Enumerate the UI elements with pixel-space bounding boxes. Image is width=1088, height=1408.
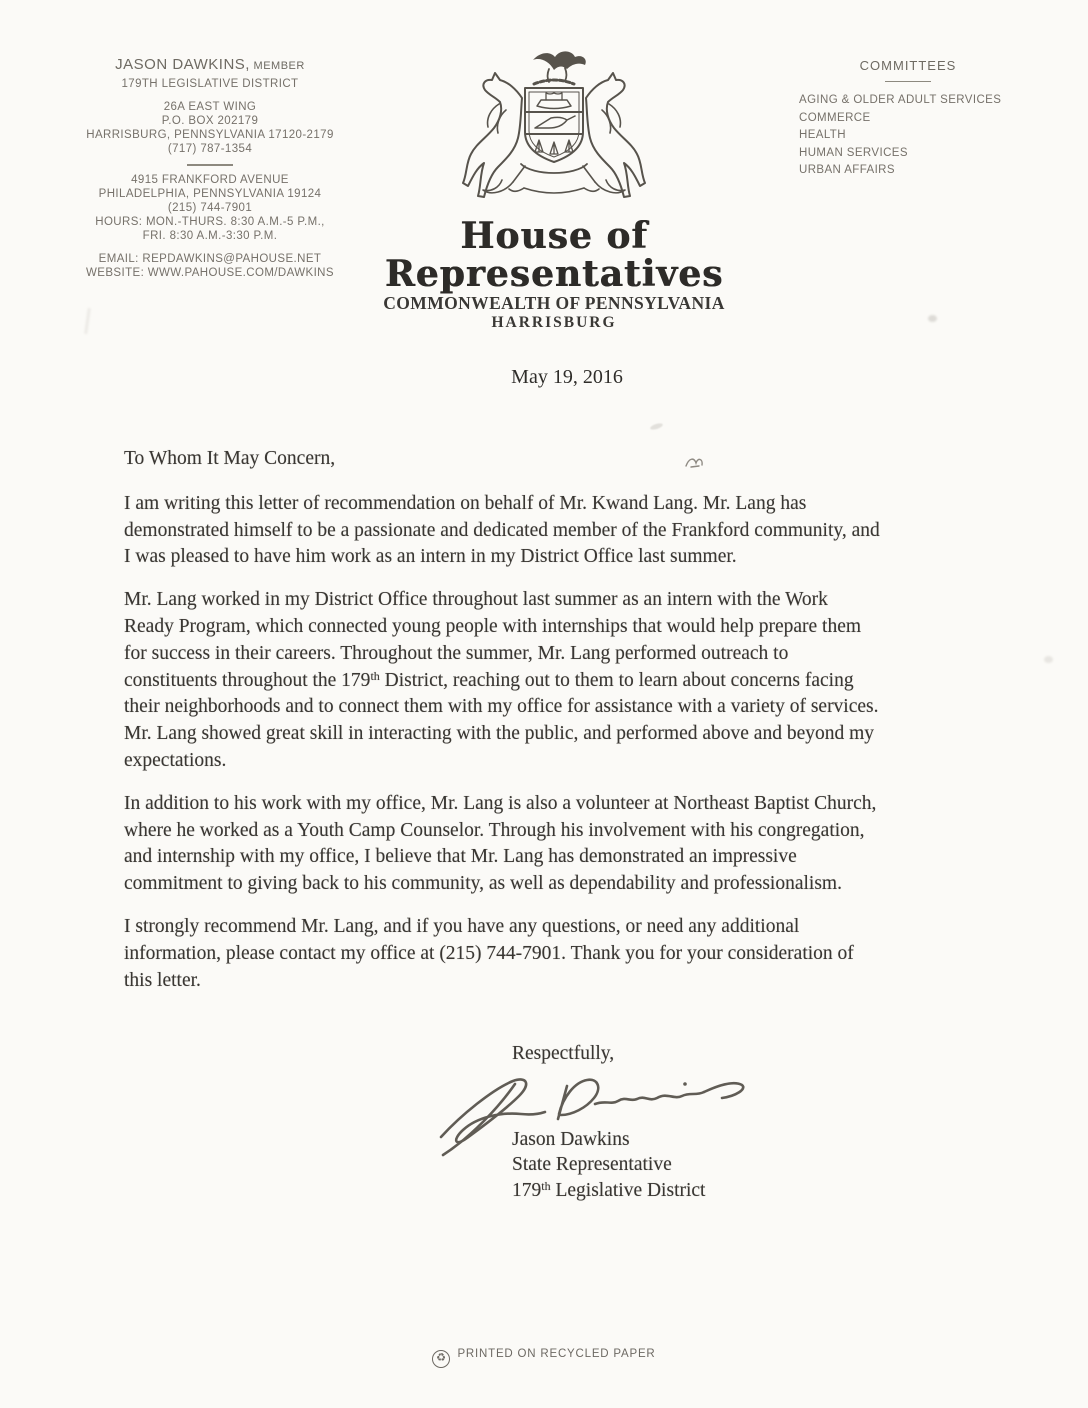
divider (187, 164, 233, 166)
recycle-icon: ♻ (432, 1350, 450, 1368)
body-line (124, 668, 984, 695)
committee-item: HEALTH (799, 129, 846, 142)
scan-spot-artifact (650, 422, 664, 431)
body-line: this letter. (124, 969, 201, 991)
signer-district (512, 1178, 705, 1204)
signer-name: Jason Dawkins (512, 1128, 630, 1150)
member-name (58, 56, 362, 75)
paragraph-4 (124, 914, 984, 994)
district-text: Legislative District (550, 1179, 706, 1201)
salutation: To Whom It May Concern, (124, 448, 336, 469)
paragraph-1 (124, 491, 984, 571)
body-line: their neighborhoods and to connect them with my office for assistance with a variety of services. (124, 696, 879, 718)
house-title: House of Representatives (384, 215, 724, 295)
divider (885, 81, 931, 82)
scan-streak-artifact (84, 308, 91, 334)
address-line: (215) 744-7901 (167, 202, 253, 214)
address-line: 26A EAST WING (163, 101, 257, 113)
pennsylvania-coat-of-arms-icon (429, 46, 679, 211)
body-line: Ready Program, which connected young people with internships that would help prepare them (124, 615, 862, 637)
body-line: commitment to giving back to his community, as well as dependability and professionalism. (124, 873, 842, 895)
online-contact (58, 252, 362, 280)
body-line: where he worked as a Youth Camp Counselor. Through his involvement with his congregation, (124, 819, 865, 841)
member-name-main: JASON DAWKINS, (115, 56, 250, 73)
body-line: and internship with my office, I believe that Mr. Lang has demonstrated an impressive (124, 846, 797, 868)
body-line: information, please contact my office at (215) 744-7901. Thank you for your consideration of (124, 942, 854, 964)
commonwealth-subtitle: COMMONWEALTH OF PENNSYLVANIA (383, 293, 725, 313)
footer (0, 1348, 1088, 1368)
body-line: for success in their careers. Throughout the summer, Mr. Lang performed outreach to (124, 642, 789, 664)
letter-date: May 19, 2016 (511, 366, 623, 388)
scan-spot-artifact (1044, 656, 1053, 663)
body-line: I am writing this letter of recommendation on behalf of Mr. Kwand Lang. Mr. Lang has (124, 492, 807, 514)
scan-spot-artifact (928, 315, 937, 322)
body-text: District, reaching out to them to learn about concerns facing (379, 669, 854, 691)
member-name-suffix: MEMBER (249, 60, 305, 72)
body-line: Mr. Lang showed great skill in interacting with the public, and performed above and beyond my (124, 723, 875, 745)
address-line: PHILADELPHIA, PENNSYLVANIA 19124 (98, 188, 322, 200)
committee-item: HUMAN SERVICES (799, 146, 908, 159)
committee-item: URBAN AFFAIRS (799, 164, 895, 177)
district-office-address (58, 173, 362, 243)
capitol-address (58, 100, 362, 156)
address-line: HOURS: MON.-THURS. 8:30 A.M.-5 P.M., (95, 216, 325, 228)
committee-item: COMMERCE (799, 111, 871, 124)
letter-body (124, 446, 984, 1010)
member-contact-block (58, 56, 362, 280)
ordinal-superscript: th (370, 668, 380, 683)
address-line: HARRISBURG, PENNSYLVANIA 17120-2179 (86, 129, 334, 141)
signer-title: State Representative (512, 1154, 672, 1176)
city-line: HARRISBURG (491, 314, 617, 331)
district-number: 179 (512, 1179, 542, 1201)
footer-text: PRINTED ON RECYCLED PAPER (457, 1348, 656, 1360)
committees-block (799, 58, 1017, 180)
body-line: I was pleased to have him work as an intern in my District Office last summer. (124, 546, 737, 568)
body-line: expectations. (124, 749, 227, 771)
address-line: P.O. BOX 202179 (161, 115, 259, 127)
body-text: constituents throughout the 179 (124, 669, 371, 691)
closing-block (512, 1041, 705, 1203)
address-line: (717) 787-1354 (167, 143, 253, 155)
body-line: Mr. Lang worked in my District Office throughout last summer as an intern with the Work (124, 589, 828, 611)
committees-header: COMMITTEES (859, 58, 957, 73)
letterhead-center (324, 46, 784, 331)
ordinal-superscript: th (541, 1178, 551, 1193)
body-line: I strongly recommend Mr. Lang, and if you have any questions, or need any additional (124, 915, 800, 937)
member-district: 179TH LEGISLATIVE DISTRICT (121, 78, 299, 90)
email-line: EMAIL: REPDAWKINS@PAHOUSE.NET (98, 253, 322, 265)
address-line: 4915 FRANKFORD AVENUE (131, 174, 289, 186)
committee-item: AGING & OLDER ADULT SERVICES (799, 94, 1002, 106)
paragraph-3 (124, 791, 984, 898)
address-line: FRI. 8:30 A.M.-3:30 P.M. (142, 230, 278, 242)
body-line: demonstrated himself to be a passionate and dedicated member of the Frankford community, and (124, 519, 880, 541)
paragraph-2 (124, 587, 984, 775)
website-line: WEBSITE: WWW.PAHOUSE.COM/DAWKINS (86, 267, 334, 279)
closing-word: Respectfully, (512, 1043, 615, 1064)
body-line: In addition to his work with my office, Mr. Lang is also a volunteer at Northeast Baptist Church, (124, 792, 877, 814)
handwritten-signature (427, 1057, 757, 1157)
